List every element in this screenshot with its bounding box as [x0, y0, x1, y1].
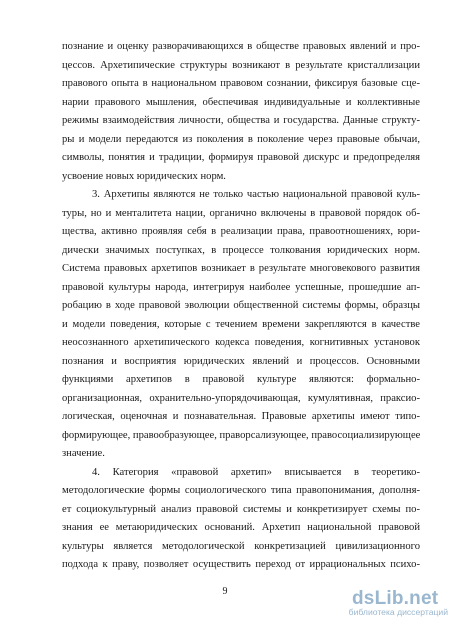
page-number: 9 [222, 586, 228, 597]
text-line: символы, понятия и традиции, формируя правовой дискурс и предопределяя [62, 152, 420, 163]
text-line: организационная, охранительно-упорядочивающая, кумулятивная, праксио- [62, 392, 420, 404]
text-line: 3. Архетипы являются не только частью национальной правовой куль- [92, 189, 420, 200]
text-line: 4. Категория «правовой архетип» вписывается в теоретико- [92, 466, 420, 478]
text-line: щества, активно проявляя себя в реализации права, правоотношениях, юри- [62, 226, 420, 237]
text-line: познания и восприятия юридических явлений и процессов. Основными [62, 355, 420, 367]
text-line: логическая, оценочная и познавательная. Правовые архетипы имеют типо- [62, 411, 420, 422]
text-line: робацию в ходе правовой эволюции общественной системы формы, образцы [62, 300, 420, 311]
text-line: правового опыта в национальном правовом сознании, фиксируя базовые сце- [62, 78, 420, 89]
text-line: подхода к праву, позволяет осуществить переход от иррациональных психо- [62, 559, 420, 570]
text-line: значение. [62, 448, 105, 459]
watermark [344, 588, 448, 618]
watermark-subtitle: библиотека диссертаций [348, 607, 448, 617]
watermark-logo: dsLib.net [352, 588, 439, 609]
text-line: нарии правового мышления, обеспечивая индивидуальные и коллективные [62, 96, 420, 108]
text-line: цессов. Архетипические структуры возникают в результате кристаллизации [62, 59, 420, 71]
text-line: культуры является методологической конкретизацией цивилизационного [62, 540, 420, 552]
text-line: правовой культуры народа, интегрируя наиболее успешные, прошедшие ап- [62, 281, 420, 293]
text-line: режимы взаимодействия личности, общества и государства. Данные структу- [62, 115, 420, 126]
text-line: познание и оценку разворачивающихся в обществе правовых явлений и про- [62, 41, 420, 52]
text-line: знания ее метаюридических оснований. Архетип национальной правовой [62, 522, 420, 533]
text-line: и модели поведения, которые с течением времени закрепляются в качестве [62, 318, 420, 330]
text-line: ет социокультурный анализ правовой системы и конкретизирует схемы по- [62, 503, 420, 515]
text-line: ры и модели передаются из поколения в поколение через правовые обычаи, [62, 133, 420, 145]
text-line: неосознанного архетипического кодекса поведения, когнитивных установок [62, 337, 420, 348]
text-line: усвоение новых юридических норм. [62, 170, 226, 182]
text-line: методологические формы социологического типа правопонимания, дополня- [62, 485, 420, 496]
text-line: функциями архетипов в правовой культуре являются: формально- [62, 374, 420, 385]
text-line: формирующее, правообразующее, праворсализующее, правосоциализирующее [62, 429, 420, 441]
text-line: Система правовых архетипов возникает в результате многовекового развития [62, 263, 420, 274]
text-line: туры, но и менталитета нации, органично включены в правовой порядок об- [62, 207, 420, 219]
text-line: дически значимых поступках, в процессе толкования юридических норм. [62, 244, 420, 256]
